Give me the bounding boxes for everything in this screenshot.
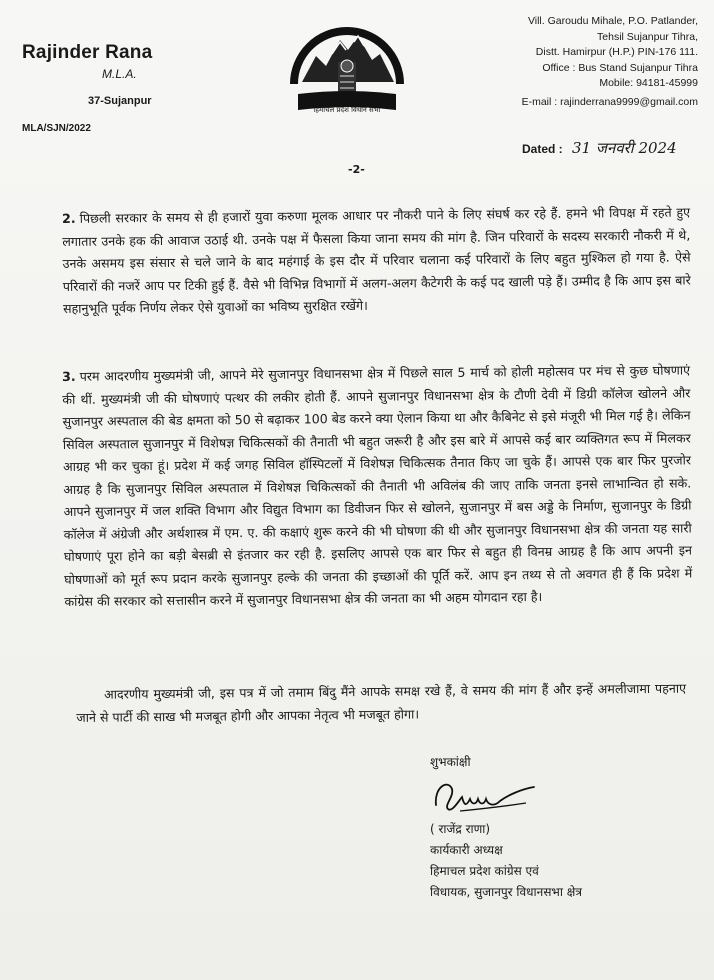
paragraph-2 (62, 201, 691, 320)
address-line: Mobile: 94181-45999 (599, 77, 698, 89)
address-line: Distt. Hamirpur (H.P.) PIN-176 111. (535, 46, 698, 58)
letterhead-left (22, 42, 152, 107)
address-line: Office : Bus Stand Sujanpur Tihra (542, 61, 698, 74)
signer-title: हिमाचल प्रदेश कांग्रेस एवं (430, 864, 539, 878)
paragraph-text: परम आदरणीय मुख्यमंत्री जी, आपने मेरे सुजानपुर विधानसभा क्षेत्र में पिछले साल 5 मार्च को होली महोत्सव पर मंच से कुछ घोषणाएं की थीं. मुख्यमंत्री जी की घोषणाएं पत्थर की लकीर होती हैं. आपने सुजानपुर विधानसभा क्षेत्र के टौणी देवी में डिग्री कॉलेज खोलने और सुजानपुर अस्पताल की बेड क्षमता को 50 से बढ़ाकर 100 बेड करने क्या ऐलान किया था और कैबिनेट से इसे मंजूरी भी मिल गई है। लेकिन सिविल अस्पताल सुजानपुर में विशेषज्ञ चिकित्सकों की तैनाती भी बहुत जरूरी है और इस बारे में आपसे कई बार व्यक्तिगत रूप में मिलकर आग्रह भी कर चुका हूं। प्रदेश में कई जगह सिविल हॉस्पिटलों में विशेषज्ञ चिकित्सक तैनात किए जा चुके हैं। आपसे एक बार फिर पुरजोर आग्रह है कि सुजानपुर सिविल अस्पताल में विशेषज्ञ चिकित्सकों की तैनाती भी अविलंब की जाए ताकि जनता इनसे लाभान्वित हो सके. आपने सुजानपुर में जल शक्ति विभाग और विद्युत विभाग का डिवीजन फिर से खोलने, सुजानपुर में बस अड्डे के निर्माण, सुजानपुर के डिग्री कॉलेज में अंग्रेजी और अर्थशास्त्र में एम. ए. की कक्षाएं शुरू करने की भी घोषणा की थी और सुजानपुर विधानसभा क्षेत्र की जनता यह सारी घोषणाएं पूरा होने का बड़ी बेसब्री से इंतजार कर रही है. इसलिए आपसे एक बार फिर से बहुत ही विनम्र आग्रह है कि आप अपनी इन घोषणाओं को मूर्त रूप प्रदान करके सुजानपुर हल्के की जनता की इच्छाओं की पूर्ति करें. आप इन तथ्य से तो अवगत ही हैं कि प्रदेश में कांग्रेस की सरकार को सत्तासीन करने में सुजानपुर विधानसभा क्षेत्र की जनता का भी अहम योगदान रहा है। (62, 362, 693, 609)
email-address: E-mail : rajinderrana9999@gmail.com (521, 95, 698, 108)
handwritten-signature-icon (430, 775, 540, 817)
signer-name: ( राजेंद्र राणा) (430, 822, 491, 836)
address-line: Tehsil Sujanpur Tihra, (597, 30, 698, 43)
address-line: Vill. Garoudu Mihale, P.O. Patlander, (527, 15, 698, 27)
closing-salutation: शुभकांक्षी (430, 755, 471, 769)
mla-designation: M.L.A. (102, 67, 137, 81)
signature-block (430, 752, 582, 903)
date-line (522, 138, 677, 158)
mla-name: Rajinder Rana (22, 42, 153, 63)
paragraph-number: 2. (62, 210, 76, 226)
closing-paragraph (76, 678, 686, 729)
signer-title: कार्यकारी अध्यक्ष (430, 843, 503, 857)
reference-number: MLA/SJN/2022 (22, 123, 91, 134)
paragraph-3 (62, 359, 693, 613)
paragraph-text: पिछली सरकार के समय से ही हजारों युवा करुणा मूलक आधार पर नौकरी पाने के लिए संघर्ष कर रहे हैं. हमने भी विपक्ष में रहते हुए लगातार उनके हक की आवाज उठाई थी. उनके पक्ष में फैसला किया जाना समय की मांग है. जिन परिवारों के सदस्य सरकारी नौकरी में थे, उनके असमय इस संसार से चले जाने के बाद महंगाई के इस दौर में परिवार चलाना कई परिवारों के लिए बहुत मुश्किल हो गया है. ऐसे परिवारों की नजरें आप पर टिकी हुई हैं. वैसे भी विभिन्न विभागों में अलग-अलग कैटेगरी के कई पद खाली पड़े हैं। उम्मीद है कि आप इस बारे सहानुभूति पूर्वक निर्णय लेकर ऐसे युवाओं का भविष्य सुरक्षित रखेंगे। (62, 204, 691, 316)
letterhead-address (522, 14, 698, 110)
emblem-caption: हिमाचल प्रदेश विधान सभा (313, 106, 381, 114)
signer-title: विधायक, सुजानपुर विधानसभा क्षेत्र (430, 885, 583, 899)
dated-value: 31 जनवरी 2024 (572, 139, 677, 157)
dated-label: Dated : (522, 142, 563, 156)
page-number: -2- (348, 163, 365, 176)
constituency: 37-Sujanpur (88, 95, 152, 107)
paragraph-number: 3. (62, 368, 76, 384)
paragraph-text: आदरणीय मुख्यमंत्री जी, इस पत्र में जो तमाम बिंदु मैंने आपके समक्ष रखे हैं, वे समय की मांग हैं और इन्हें अमलीजामा पहनाए जाने से पार्टी की साख भी मजबूत होगी और आपका नेतृत्व भी मजबूत होगा। (76, 680, 687, 725)
